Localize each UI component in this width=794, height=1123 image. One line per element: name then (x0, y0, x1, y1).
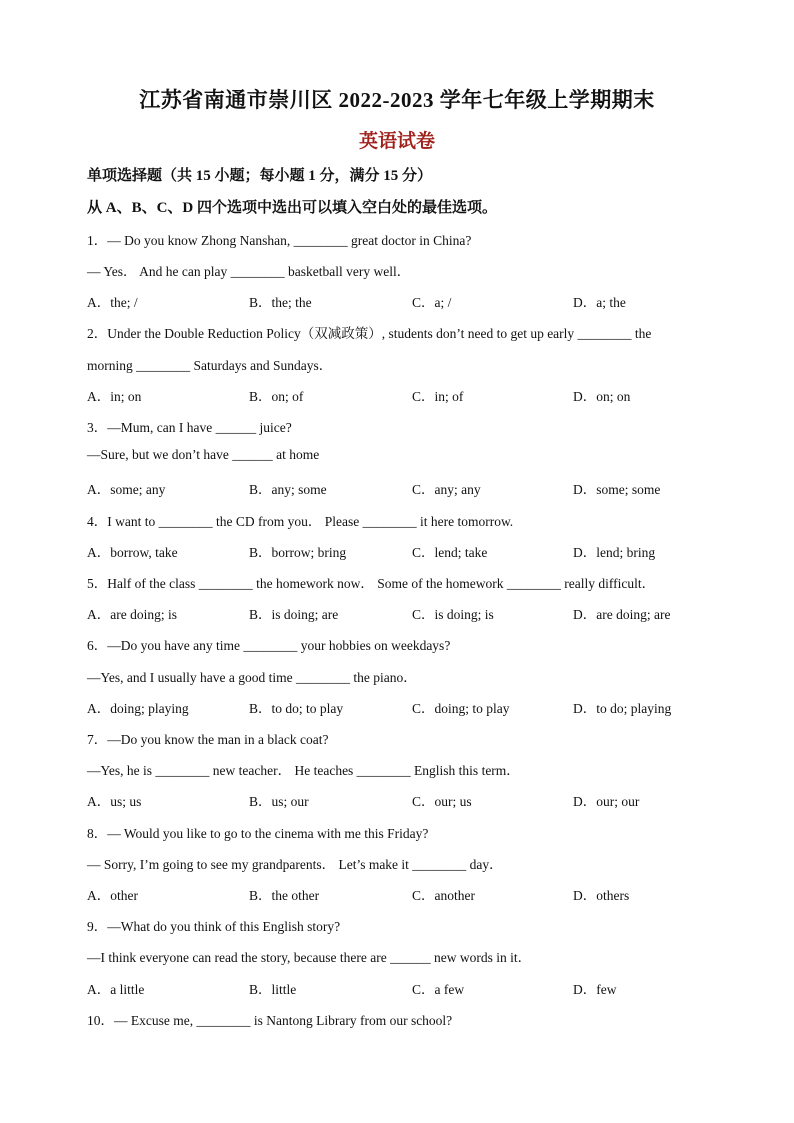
option-d[interactable]: D．others (573, 888, 630, 903)
option-b[interactable]: B．borrow; bring (249, 545, 347, 560)
option-b[interactable]: B．is doing; are (249, 607, 339, 622)
option-a[interactable]: A．doing; playing (87, 701, 189, 716)
option-c[interactable]: C．another (412, 888, 475, 903)
question-1-line-2: — Yes． And he can play ________ basketball very well． (87, 264, 411, 279)
exam-subtitle: 英语试卷 (358, 131, 435, 152)
question-7-options (87, 790, 707, 810)
section-instruction: 从 A、B、C、D 四个选项中选出可以填入空白处的最佳选项。 (87, 200, 498, 216)
question-9-line-2: —I think everyone can read the story, because there are ______ new words in it． (87, 950, 532, 965)
question-4-line-1: 4．I want to ________ the CD from you． Please ________ it here tomorrow. (87, 514, 514, 529)
option-c[interactable]: C．a; / (412, 295, 452, 310)
option-b[interactable]: B．to do; to play (249, 701, 344, 716)
option-a[interactable]: A．other (87, 888, 138, 903)
question-8-options (87, 884, 707, 904)
option-d[interactable]: D．on; on (573, 389, 631, 404)
question-1-options (87, 291, 707, 311)
option-d[interactable]: D．our; our (573, 794, 640, 809)
option-a[interactable]: A．a little (87, 982, 145, 997)
option-a[interactable]: A．us; us (87, 794, 142, 809)
option-c[interactable]: C．is doing; is (412, 607, 494, 622)
option-b[interactable]: B．us; our (249, 794, 309, 809)
option-a[interactable]: A．in; on (87, 389, 142, 404)
option-b[interactable]: B．the other (249, 888, 320, 903)
option-a[interactable]: A．are doing; is (87, 607, 177, 622)
option-a[interactable]: A．borrow, take (87, 545, 178, 560)
option-b[interactable]: B．any; some (249, 482, 327, 497)
question-8-line-1: 8．— Would you like to go to the cinema with me this Friday? (87, 826, 429, 841)
question-2-line-1: 2．Under the Double Reduction Policy（双减政策）, students don’t need to get up early ________ the (87, 326, 652, 341)
question-9-options (87, 978, 707, 998)
option-b[interactable]: B．little (249, 982, 297, 997)
option-c[interactable]: C．doing; to play (412, 701, 510, 716)
option-d[interactable]: D．some; some (573, 482, 661, 497)
question-3-line-1: 3．—Mum, can I have ______ juice? (87, 420, 292, 435)
option-d[interactable]: D．a; the (573, 295, 626, 310)
option-d[interactable]: D．lend; bring (573, 545, 656, 560)
question-5-options (87, 603, 707, 623)
question-2-line-2: morning ________ Saturdays and Sundays． (87, 358, 333, 373)
question-9-line-1: 9．—What do you think of this English story? (87, 919, 341, 934)
option-c[interactable]: C．lend; take (412, 545, 488, 560)
question-6-line-2: —Yes, and I usually have a good time ________ the piano． (87, 670, 417, 685)
question-6-options (87, 697, 707, 717)
question-10-line-1: 10．— Excuse me, ________ is Nantong Library from our school? (87, 1013, 453, 1028)
option-d[interactable]: D．are doing; are (573, 607, 671, 622)
option-b[interactable]: B．on; of (249, 389, 304, 404)
question-3-line-2: —Sure, but we don’t have ______ at home (87, 447, 320, 462)
section-heading: 单项选择题（共 15 小题；每小题 1 分，满分 15 分） (87, 168, 433, 184)
option-c[interactable]: C．in; of (412, 389, 464, 404)
option-b[interactable]: B．the; the (249, 295, 312, 310)
question-8-line-2: — Sorry, I’m going to see my grandparents． Let’s make it ________ day． (87, 857, 503, 872)
question-4-options (87, 541, 707, 561)
question-1-line-1: 1．— Do you know Zhong Nanshan, ________ great doctor in China? (87, 233, 472, 248)
question-5-line-1: 5．Half of the class ________ the homework now． Some of the homework ________ really difficult． (87, 576, 656, 591)
option-c[interactable]: C．our; us (412, 794, 472, 809)
question-7-line-1: 7．—Do you know the man in a black coat? (87, 732, 329, 747)
option-d[interactable]: D．few (573, 982, 617, 997)
option-a[interactable]: A．the; / (87, 295, 138, 310)
question-3-options (87, 478, 707, 498)
question-2-options (87, 385, 707, 405)
question-7-line-2: —Yes, he is ________ new teacher． He teaches ________ English this term． (87, 763, 520, 778)
option-d[interactable]: D．to do; playing (573, 701, 672, 716)
option-c[interactable]: C．a few (412, 982, 465, 997)
option-a[interactable]: A．some; any (87, 482, 166, 497)
option-c[interactable]: C．any; any (412, 482, 481, 497)
question-6-line-1: 6．—Do you have any time ________ your hobbies on weekdays? (87, 638, 451, 653)
exam-title: 江苏省南通市崇川区 2022-2023 学年七年级上学期期末 (139, 88, 655, 112)
